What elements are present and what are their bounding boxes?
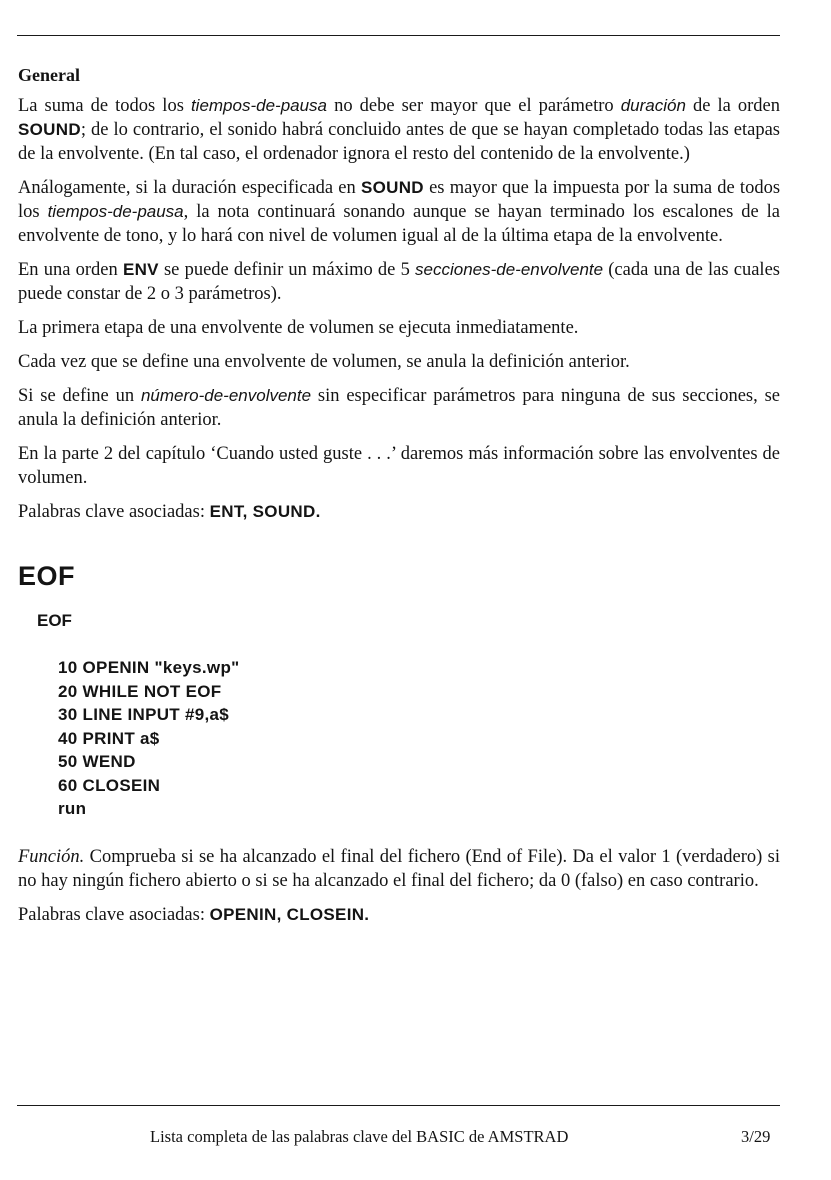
eof-section-title: EOF — [18, 561, 76, 591]
italic-term: tiempos-de-pausa — [47, 202, 184, 221]
code-line: 50 WEND — [58, 752, 136, 771]
eof-syntax: EOF — [37, 611, 72, 630]
related-label: Palabras clave asociadas: — [18, 904, 210, 925]
text-run: Análogamente, si la duración especificada en — [18, 178, 361, 198]
code-line: 40 PRINT a$ — [58, 728, 160, 748]
italic-term: tiempos-de-pausa — [190, 96, 328, 115]
italic-term: duración — [620, 96, 686, 115]
code-line: run — [58, 799, 87, 818]
code-line: 30 LINE INPUT #9,a$ — [58, 705, 230, 724]
general-related-keywords — [18, 500, 780, 524]
text-run: Si se define un — [18, 386, 141, 406]
general-paragraph-5: Cada vez que se define una envolvente de volumen, se anula la definición anterior. — [18, 352, 630, 372]
related-keywords: OPENIN, CLOSEIN. — [209, 904, 370, 924]
text-run: se puede definir un máximo de 5 — [158, 260, 416, 280]
top-rule — [17, 35, 780, 36]
eof-related-keywords — [18, 903, 780, 927]
related-label: Palabras clave asociadas: — [18, 502, 210, 522]
general-paragraph-4: La primera etapa de una envolvente de volumen se ejecuta inmediatamente. — [18, 318, 579, 338]
eof-code-example — [58, 656, 780, 821]
eof-function-description — [18, 845, 780, 893]
bottom-rule — [17, 1105, 780, 1106]
text-run: En una orden — [18, 260, 123, 280]
text-run: de la orden — [685, 96, 780, 116]
general-paragraph-2 — [18, 176, 780, 248]
code-line: 20 WHILE NOT EOF — [58, 681, 222, 701]
text-run: no debe ser mayor que el parámetro — [327, 96, 621, 116]
page-content — [18, 64, 780, 937]
italic-term: secciones-de-envolvente — [415, 260, 604, 279]
general-paragraph-1 — [18, 94, 780, 166]
text-run: ; de lo contrario, el sonido habrá concluido antes de que se hayan completado todas las etapas de la envolvente. (En tal caso, el ordenador ignora el resto del contenido de la envolvente.) — [18, 120, 780, 164]
text-run: sin especificar parámetros para ninguna de sus secciones, se anula la definición anterior. — [18, 386, 781, 430]
code-line: 10 OPENIN "keys.wp" — [58, 658, 240, 677]
text-run: es mayor que la impuesta por la suma de todos los — [18, 178, 781, 222]
keyword: ENV — [122, 260, 159, 279]
function-label: Función. — [18, 846, 85, 867]
page-number: 3/29 — [741, 1127, 771, 1146]
text-run: (cada una de las cuales puede constar de 2 o 3 parámetros). — [18, 260, 780, 304]
code-line: 60 CLOSEIN — [58, 775, 161, 795]
footer-title: Lista completa de las palabras clave del BASIC de AMSTRAD — [150, 1127, 569, 1146]
general-heading: General — [18, 65, 80, 85]
general-paragraph-3 — [18, 258, 780, 306]
text-run: Comprueba si se ha alcanzado el final del fichero (End of File). Da el valor 1 (verdadero) si no hay ningún fichero abierto o si se ha alcanzado el final del fichero; da 0 (falso) en caso contrario. — [18, 846, 780, 891]
general-paragraph-6 — [18, 384, 780, 432]
text-run: La suma de todos los — [18, 96, 191, 116]
related-keywords: ENT, SOUND. — [209, 502, 321, 521]
general-paragraph-7: En la parte 2 del capítulo ‘Cuando usted guste . . .’ daremos más información sobre las envolventes de volumen. — [18, 444, 780, 488]
keyword: SOUND — [360, 178, 424, 197]
keyword: SOUND — [18, 120, 81, 139]
italic-term: número-de-envolvente — [140, 386, 312, 405]
text-run: , la nota continuará sonando aunque se hayan terminado los escalones de la envolvente de tono, y lo hará con nivel de volumen igual al de la última etapa de la envolvente. — [18, 202, 781, 246]
